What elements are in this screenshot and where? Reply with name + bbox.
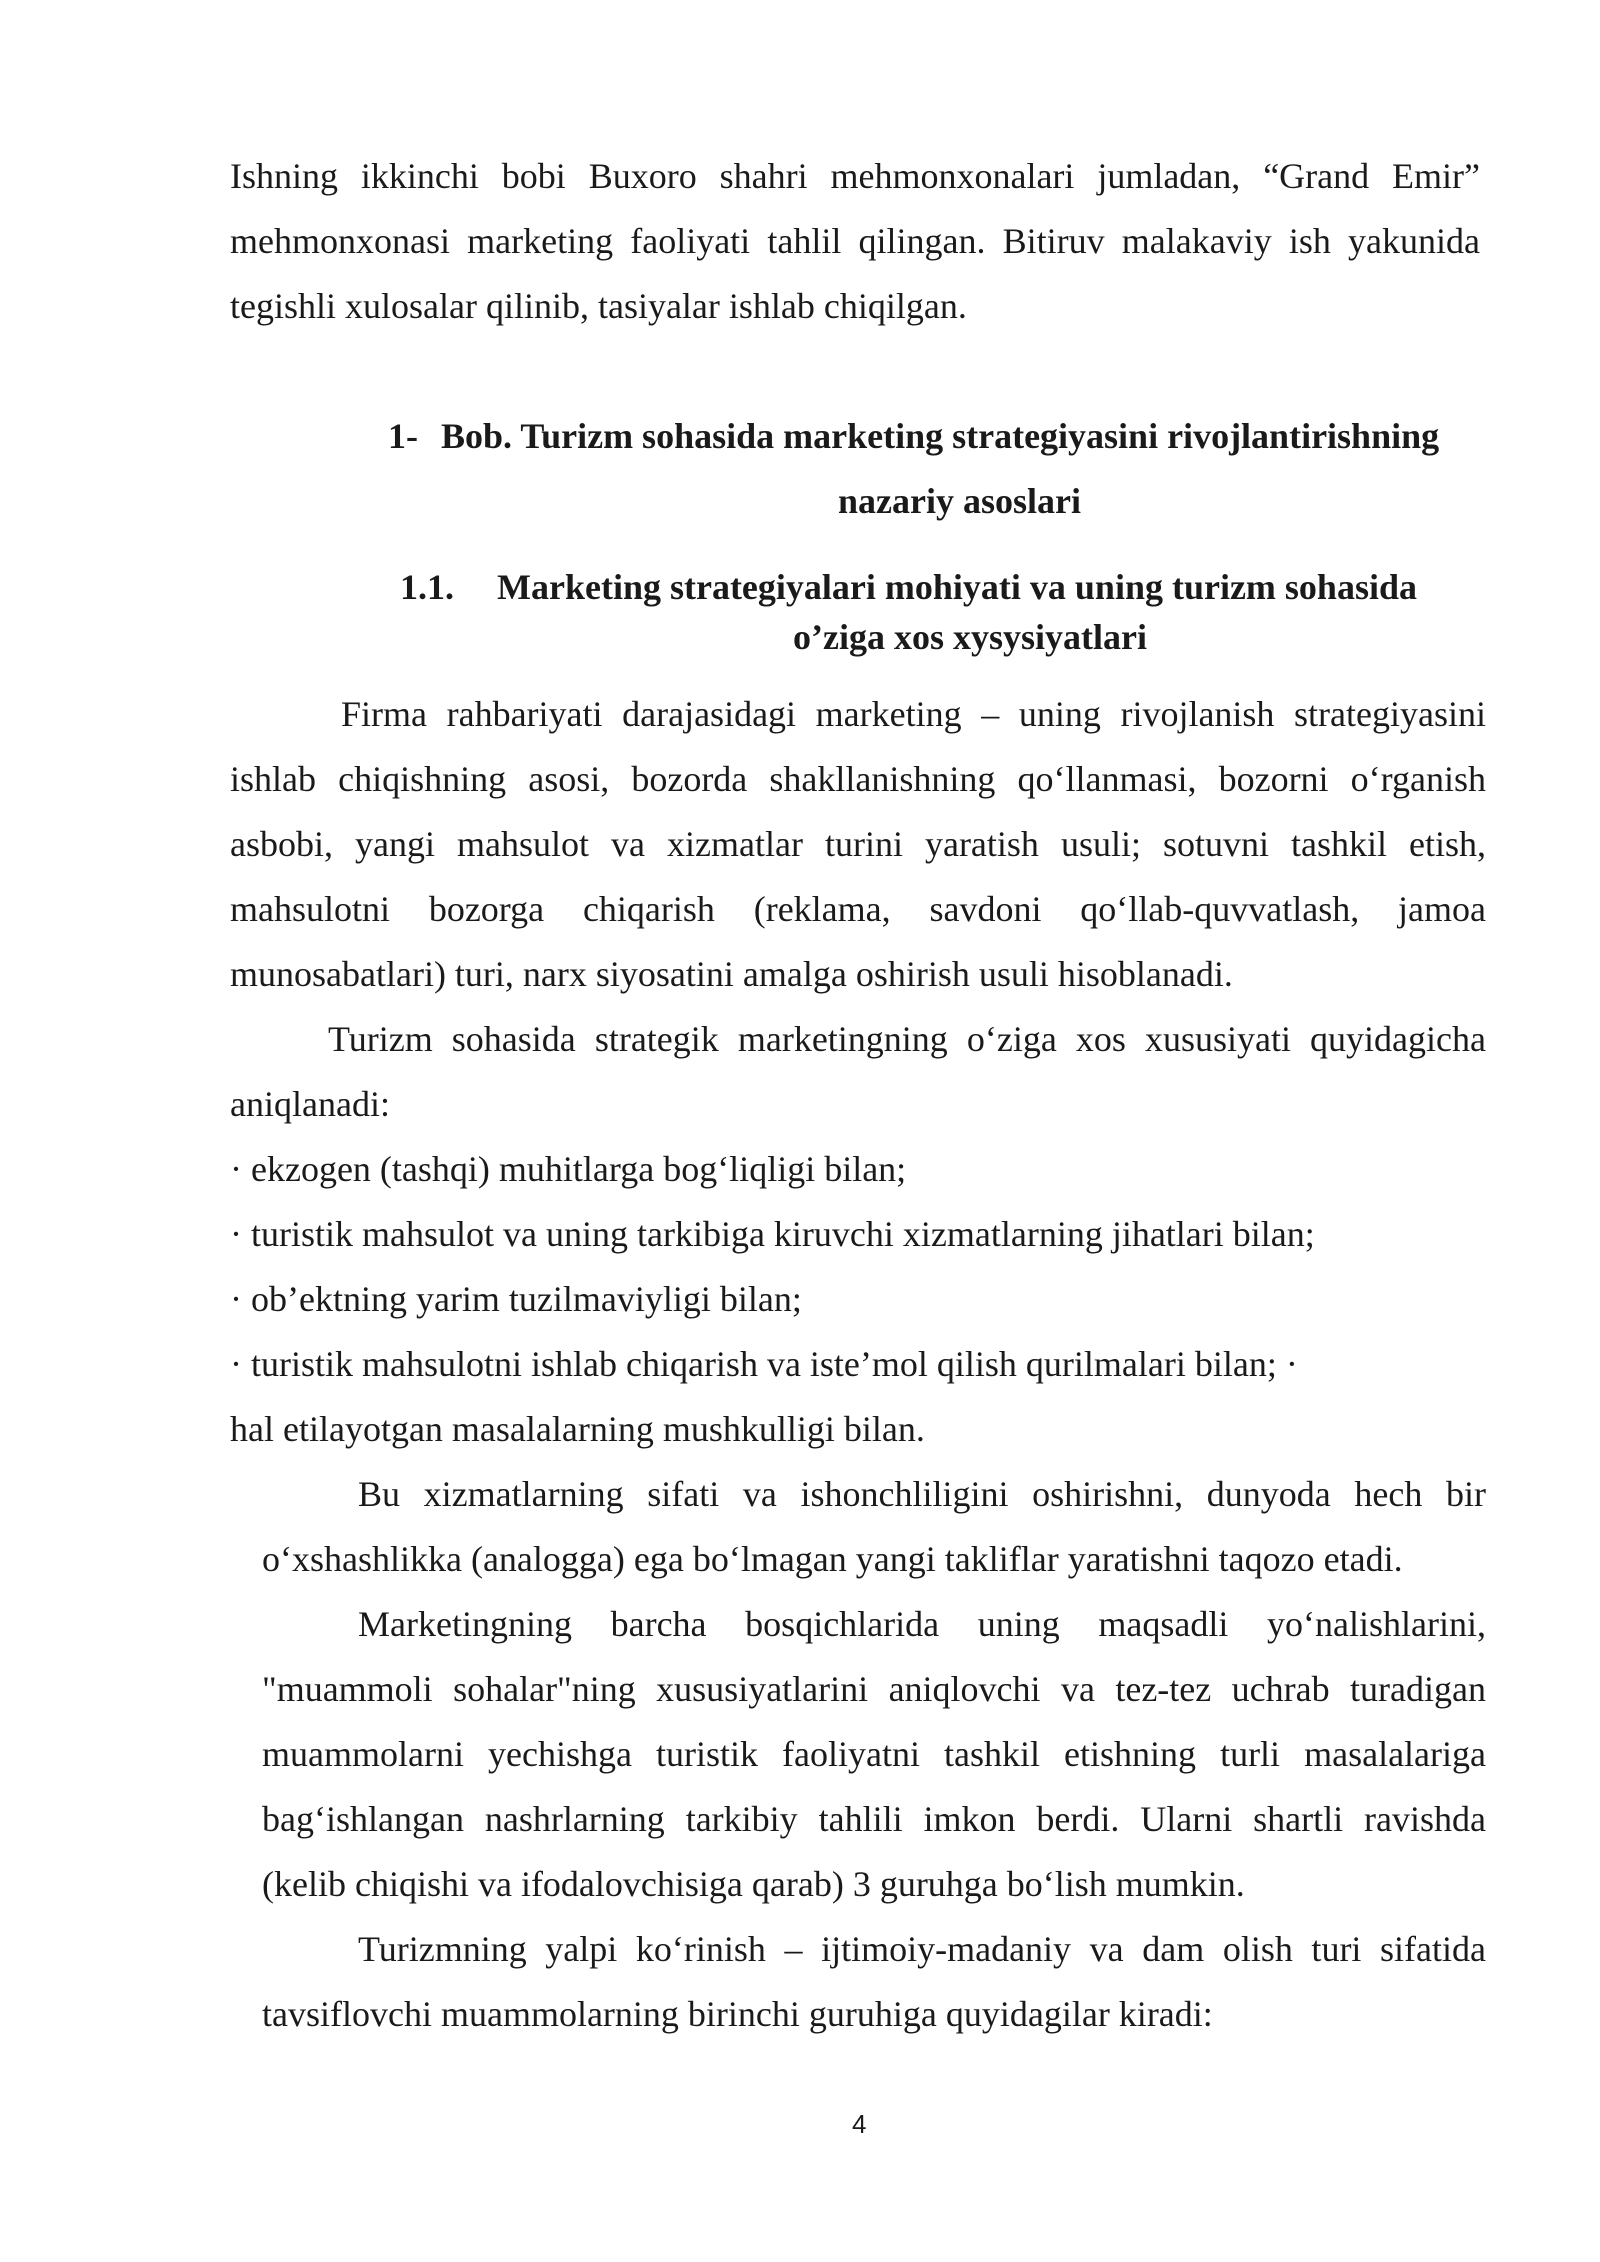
para1-line-2: ishlab chiqishning asosi, bozorda shakllanishning qo‘llanmasi, bozorni o‘rganish: [230, 759, 1486, 799]
para4-line-1: Marketingning barcha bosqichlarida uning maqsadli yo‘nalishlarini,: [358, 1604, 1486, 1644]
chapter-title-line-2: nazariy asoslari: [838, 481, 1081, 521]
para4-line-5: (kelib chiqishi va ifodalovchisiga qarab) 3 guruhga bo‘lish mumkin.: [262, 1864, 1245, 1904]
para2-line-2: aniqlanadi:: [230, 1084, 390, 1124]
intro-line-1: Ishning ikkinchi bobi Buxoro shahri mehmonxonalari jumladan, “Grand Emir”: [230, 156, 1480, 196]
para1-line-3: asbobi, yangi mahsulot va xizmatlar turini yaratish usuli; sotuvni tashkil etish,: [230, 824, 1486, 864]
para1-line-5: munosabatlari) turi, narx siyosatini amalga oshirish usuli hisoblanadi.: [230, 954, 1233, 994]
para5-line-1: Turizmning yalpi ko‘rinish – ijtimoiy-madaniy va dam olish turi sifatida: [358, 1929, 1486, 1969]
para5-line-2: tavsiflovchi muammolarning birinchi guruhiga quyidagilar kiradi:: [262, 1994, 1213, 2034]
list-item: · ob’ektning yarim tuzilmaviyligi bilan;: [230, 1279, 802, 1319]
list-item: hal etilayotgan masalalarning mushkulligi bilan.: [230, 1409, 925, 1449]
list-item: · ekzogen (tashqi) muhitlarga bog‘liqligi bilan;: [230, 1149, 907, 1189]
section-number: 1.1.: [400, 567, 454, 607]
para4-line-2: "muammoli sohalar"ning xususiyatlarini aniqlovchi va tez-tez uchrab turadigan: [262, 1669, 1486, 1709]
para2-line-1: Turizm sohasida strategik marketingning o‘ziga xos xususiyati quyidagicha: [328, 1019, 1486, 1059]
page-number: 4: [852, 2109, 867, 2139]
para4-line-4: bag‘ishlangan nashrlarning tarkibiy tahlili imkon berdi. Ularni shartli ravishda: [262, 1799, 1486, 1839]
para1-line-1: Firma rahbariyati darajasidagi marketing – uning rivojlanish strategiyasini: [341, 694, 1486, 734]
list-item: · turistik mahsulotni ishlab chiqarish va iste’mol qilish qurilmalari bilan; ·: [230, 1344, 1298, 1384]
chapter-number: 1-: [388, 416, 418, 456]
para4-line-3: muammolarni yechishga turistik faoliyatni tashkil etishning turli masalalariga: [262, 1734, 1486, 1774]
chapter-title-line-1: Bob. Turizm sohasida marketing strategiyasini rivojlantirishning: [441, 416, 1440, 456]
section-title-line-2: o’ziga xos xysysiyatlari: [793, 617, 1147, 657]
intro-line-3: tegishli xulosalar qilinib, tasiyalar ishlab chiqilgan.: [230, 286, 967, 326]
para1-line-4: mahsulotni bozorga chiqarish (reklama, savdoni qo‘llab-quvvatlash, jamoa: [230, 889, 1486, 929]
section-title-line-1: Marketing strategiyalari mohiyati va uning turizm sohasida: [497, 567, 1417, 607]
intro-line-2: mehmonxonasi marketing faoliyati tahlil qilingan. Bitiruv malakaviy ish yakunida: [230, 221, 1480, 261]
para3-line-1: Bu xizmatlarning sifati va ishonchliligini oshirishni, dunyoda hech bir: [358, 1474, 1486, 1514]
list-item: · turistik mahsulot va uning tarkibiga kiruvchi xizmatlarning jihatlari bilan;: [230, 1214, 1315, 1254]
para3-line-2: o‘xshashlikka (analogga) ega bo‘lmagan yangi takliflar yaratishni taqozo etadi.: [262, 1539, 1403, 1579]
